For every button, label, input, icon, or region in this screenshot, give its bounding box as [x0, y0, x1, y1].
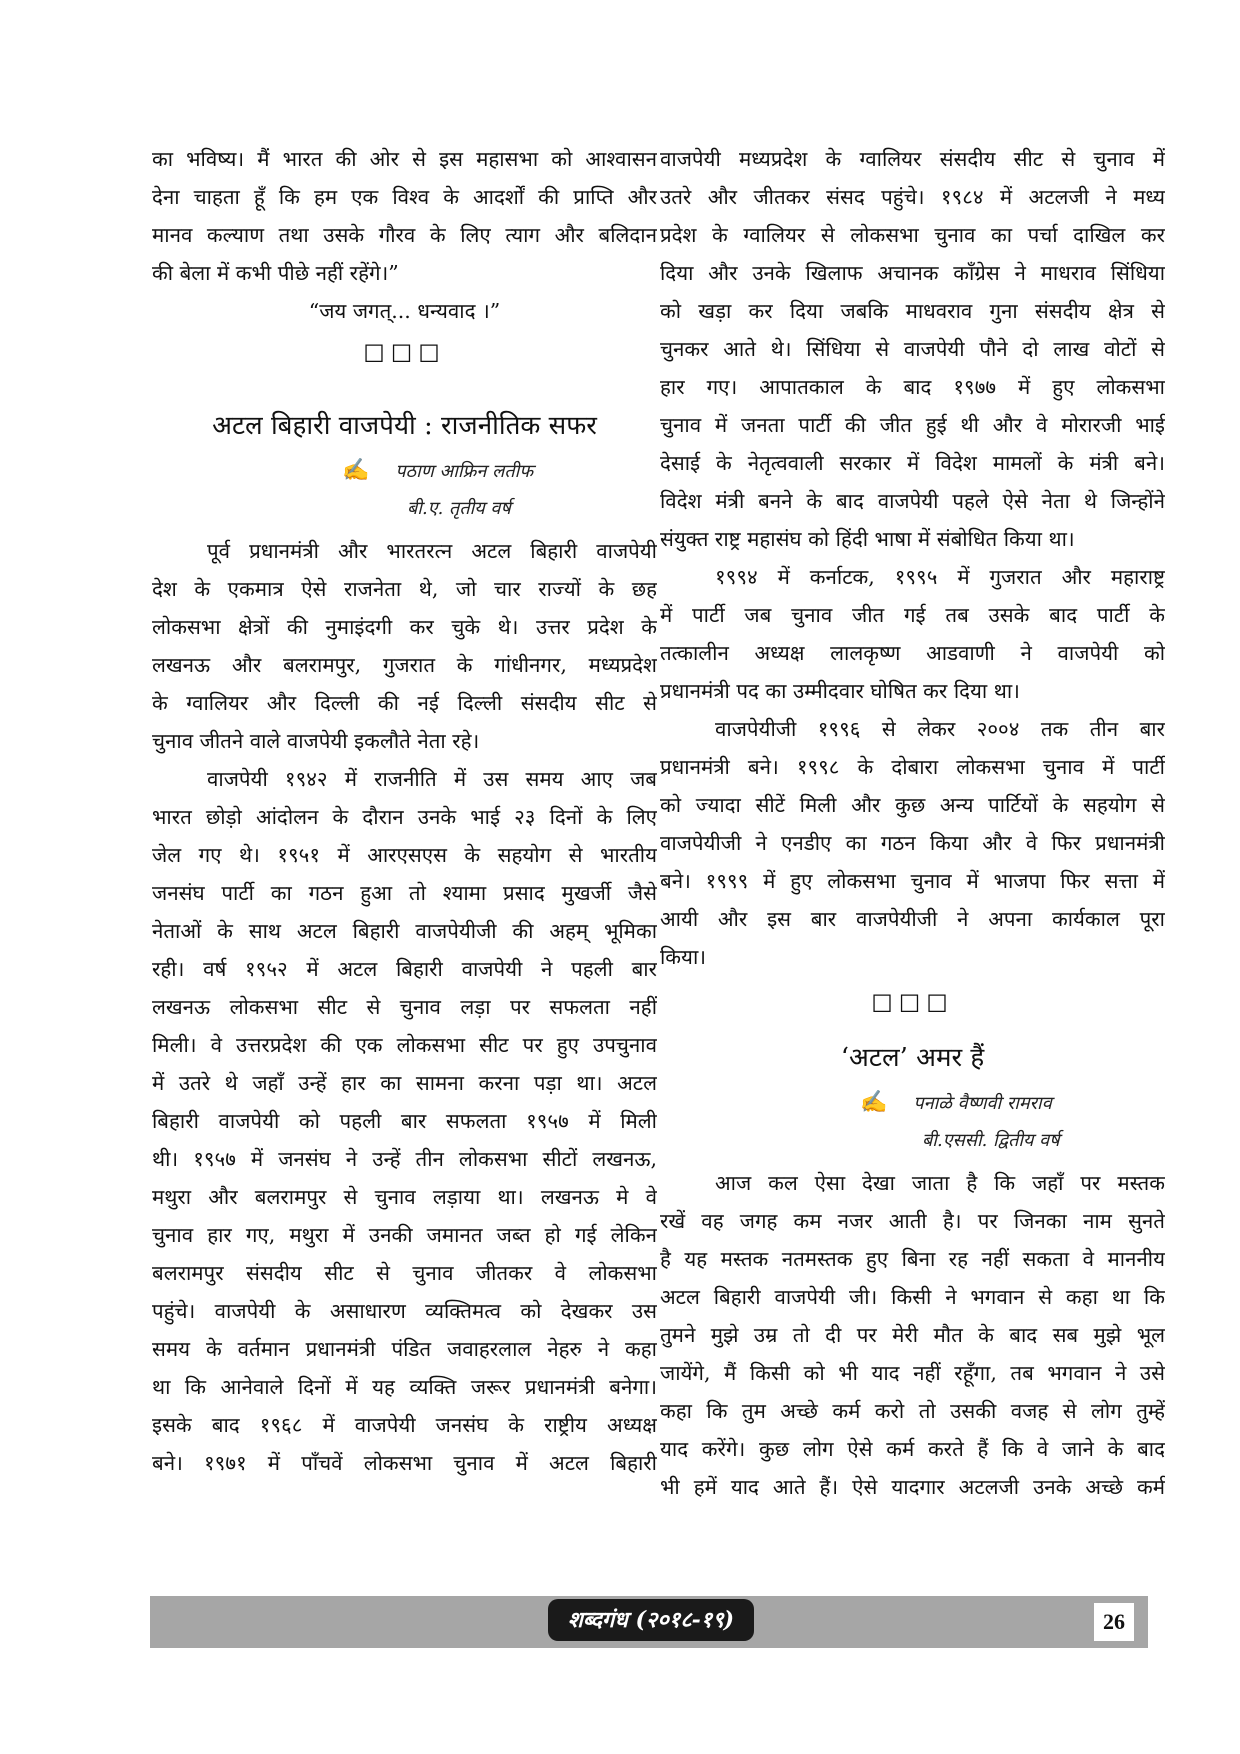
text-line: तुमने मुझे उम्र तो दी पर मेरी मौत के बाद सब मुझे भूल [660, 1323, 1165, 1347]
text-line: भी हमें याद आते हैं। ऐसे यादगार अटलजी उनके अच्छे कर्म [660, 1475, 1165, 1499]
article2-class: बी.एससी. द्वितीय वर्ष [922, 1130, 1060, 1151]
text-line: चुनाव जीतने वाले वाजपेयी इकलौते नेता रहे। [152, 729, 480, 753]
article2-author: पनाळे वैष्णवी रामराव [913, 1093, 1052, 1114]
right-column [660, 140, 1165, 1506]
article1-author: पठाण आफ्रिन लतीफ [395, 461, 534, 482]
text-line: मथुरा और बलरामपुर से चुनाव लड़ाया था। लखनऊ मे वे [152, 1185, 657, 1209]
text-line: समय के वर्तमान प्रधानमंत्री पंडित जवाहरलाल नेहरु ने कहा [152, 1337, 657, 1361]
text-line: चुनाव हार गए, मथुरा में उनकी जमानत जब्त हो गई लेकिन [152, 1223, 657, 1247]
text-line: बलरामपुर संसदीय सीट से चुनाव जीतकर वे लोकसभा [152, 1261, 657, 1285]
text-line: देसाई के नेतृत्ववाली सरकार में विदेश मामलों के मंत्री बने। [660, 451, 1165, 475]
article1-class: बी.ए. तृतीय वर्ष [407, 498, 511, 519]
text-line: आज कल ऐसा देखा जाता है कि जहाँ पर मस्तक [715, 1171, 1165, 1195]
section-separator: ☐☐☐ [363, 340, 446, 368]
text-line: चुनकर आते थे। सिंधिया से वाजपेयी पौने दो लाख वोटों से [660, 337, 1165, 361]
text-line: वाजपेयी मध्यप्रदेश के ग्वालियर संसदीय सीट से चुनाव में [660, 147, 1165, 171]
text-line: चुनाव में जनता पार्टी की जीत हुई थी और वे मोरारजी भाई [660, 413, 1165, 437]
text-line: वाजपेयीजी ने एनडीए का गठन किया और वे फिर प्रधानमंत्री [660, 831, 1165, 855]
paragraph-1 [152, 532, 657, 760]
paragraph-5 [660, 710, 1165, 976]
article1-title: अटल बिहारी वाजपेयी : राजनीतिक सफर [212, 411, 597, 441]
paragraph-4 [660, 558, 1165, 710]
text-line: का भविष्य। मैं भारत की ओर से इस महासभा को आश्वासन [152, 147, 657, 171]
paragraph-6 [660, 1164, 1165, 1506]
section-separator: ☐☐☐ [871, 990, 954, 1018]
text-line: १९९४ में कर्नाटक, १९९५ में गुजरात और महाराष्ट्र [715, 565, 1165, 589]
article2-title: ‘अटल’ अमर हैं [840, 1043, 985, 1073]
text-line: वाजपेयी १९४२ में राजनीति में उस समय आए जब [207, 767, 657, 791]
text-line: देना चाहता हूँ कि हम एक विश्व के आदर्शों की प्राप्ति और [152, 185, 657, 209]
text-line: में उतरे थे जहाँ उन्हें हार का सामना करना पड़ा था। अटल [152, 1071, 657, 1095]
text-line: रखें वह जगह कम नजर आती है। पर जिनका नाम सुनते [660, 1209, 1165, 1233]
text-line: लोकसभा क्षेत्रों की नुमाइंदगी कर चुके थे। उत्तर प्रदेश के [152, 615, 657, 639]
text-line: वाजपेयीजी १९९६ से लेकर २००४ तक तीन बार [715, 717, 1165, 741]
text-line: रही। वर्ष १९५२ में अटल बिहारी वाजपेयी ने पहली बार [152, 957, 657, 981]
text-line: के ग्वालियर और दिल्ली की नई दिल्ली संसदीय सीट से [152, 691, 657, 715]
text-line: विदेश मंत्री बनने के बाद वाजपेयी पहले ऐसे नेता थे जिन्होंने [660, 489, 1165, 513]
text-line: मिली। वे उत्तरप्रदेश की एक लोकसभा सीट पर हुए उपचुनाव [152, 1033, 657, 1057]
text-line: अटल बिहारी वाजपेयी जी। किसी ने भगवान से कहा था कि [660, 1285, 1165, 1309]
pen-nib-icon: ✍ [342, 458, 370, 483]
intro-text [152, 140, 657, 292]
article1-author-line [152, 452, 657, 490]
text-line: याद करेंगे। कुछ लोग ऐसे कर्म करते हैं कि वे जाने के बाद [660, 1437, 1165, 1461]
text-line: पूर्व प्रधानमंत्री और भारतरत्न अटल बिहारी वाजपेयी [207, 539, 657, 563]
footer-bar [150, 1596, 1148, 1648]
text-line: बने। १९९९ में हुए लोकसभा चुनाव में भाजपा फिर सत्ता में [660, 869, 1165, 893]
text-line: हार गए। आपातकाल के बाद १९७७ में हुए लोकसभा [660, 375, 1165, 399]
text-line: पहुंचे। वाजपेयी के असाधारण व्यक्तिमत्व को देखकर उस [152, 1299, 657, 1323]
text-line: किया। [660, 945, 707, 969]
page-number: 26 [1094, 1603, 1134, 1641]
magazine-name: शब्दगंध (२०१८-१९) [548, 1599, 754, 1641]
text-line: उतरे और जीतकर संसद पहुंचे। १९८४ में अटलजी ने मध्य [660, 185, 1165, 209]
text-line: प्रदेश के ग्वालियर से लोकसभा चुनाव का पर्चा दाखिल कर [660, 223, 1165, 247]
text-line: भारत छोड़ो आंदोलन के दौरान उनके भाई २३ दिनों के लिए [152, 805, 657, 829]
text-line: है यह मस्तक नतमस्तक हुए बिना रह नहीं सकता वे माननीय [660, 1247, 1165, 1271]
text-line: संयुक्त राष्ट्र महासंघ को हिंदी भाषा में संबोधित किया था। [660, 527, 1075, 551]
text-line: की बेला में कभी पीछे नहीं रहेंगे।” [152, 261, 399, 285]
text-line: को खड़ा कर दिया जबकि माधवराव गुना संसदीय क्षेत्र से [660, 299, 1165, 323]
text-line: तत्कालीन अध्यक्ष लालकृष्ण आडवाणी ने वाजपेयी को [660, 641, 1165, 665]
text-line: बने। १९७१ में पाँचवें लोकसभा चुनाव में अटल बिहारी [152, 1451, 657, 1475]
text-line: बिहारी वाजपेयी को पहली बार सफलता १९५७ में मिली [152, 1109, 657, 1133]
text-line: देश के एकमात्र ऐसे राजनेता थे, जो चार राज्यों के छह [152, 577, 657, 601]
text-line: कहा कि तुम अच्छे कर्म करो तो उसकी वजह से लोग तुम्हें [660, 1399, 1165, 1423]
text-line: को ज्यादा सीटें मिली और कुछ अन्य पार्टियों के सहयोग से [660, 793, 1165, 817]
text-line: थी। १९५७ में जनसंघ ने उन्हें तीन लोकसभा सीटों लखनऊ, [152, 1147, 657, 1171]
text-line: लखनऊ लोकसभा सीट से चुनाव लड़ा पर सफलता नहीं [152, 995, 657, 1019]
text-line: आयी और इस बार वाजपेयीजी ने अपना कार्यकाल पूरा [660, 907, 1165, 931]
text-line: जायेंगे, मैं किसी को भी याद नहीं रहूँगा, तब भगवान ने उसे [660, 1361, 1165, 1385]
closing-quote: “जय जगत्... धन्यवाद ।” [308, 299, 501, 323]
paragraph-3 [660, 140, 1165, 558]
text-line: जनसंघ पार्टी का गठन हुआ तो श्यामा प्रसाद मुखर्जी जैसे [152, 881, 657, 905]
text-line: नेताओं के साथ अटल बिहारी वाजपेयीजी की अहम् भूमिका [152, 919, 657, 943]
text-line: लखनऊ और बलरामपुर, गुजरात के गांधीनगर, मध्यप्रदेश [152, 653, 657, 677]
pen-nib-icon: ✍ [860, 1090, 888, 1115]
text-line: प्रधानमंत्री बने। १९९८ के दोबारा लोकसभा चुनाव में पार्टी [660, 755, 1165, 779]
text-line: जेल गए थे। १९५१ में आरएसएस के सहयोग से भारतीय [152, 843, 657, 867]
text-line: था कि आनेवाले दिनों में यह व्यक्ति जरूर प्रधानमंत्री बनेगा। [152, 1375, 657, 1399]
left-column [152, 140, 657, 1482]
text-line: इसके बाद १९६८ में वाजपेयी जनसंघ के राष्ट्रीय अध्यक्ष [152, 1413, 657, 1437]
text-line: मानव कल्याण तथा उसके गौरव के लिए त्याग और बलिदान [152, 223, 657, 247]
text-line: दिया और उनके खिलाफ अचानक कॉंग्रेस ने माधराव सिंधिया [660, 261, 1165, 285]
paragraph-2 [152, 760, 657, 1482]
text-line: प्रधानमंत्री पद का उम्मीदवार घोषित कर दिया था। [660, 679, 1020, 703]
text-line: में पार्टी जब चुनाव जीत गई तब उसके बाद पार्टी के [660, 603, 1165, 627]
article2-author-line [660, 1084, 1165, 1122]
